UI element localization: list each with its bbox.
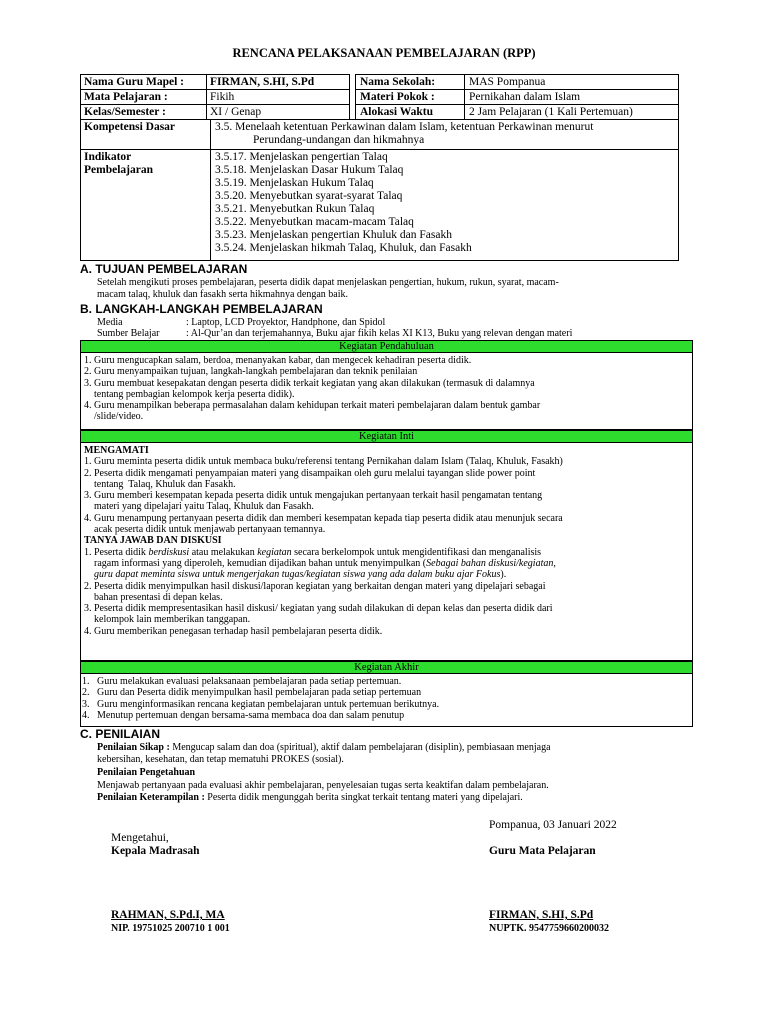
kd-label: Kompetensi Dasar [84, 121, 176, 133]
list-item [84, 569, 563, 580]
akhir-header: Kegiatan Akhir [80, 661, 693, 674]
pengetahuan-label: Penilaian Pengetahuan [97, 767, 196, 778]
sumber-value: : Al-Qur’an dan terjemahannya, Buku ajar fikih kelas XI K13, Buku yang relevan dengan materi [186, 328, 573, 339]
kepala-name: RAHMAN, S.Pd.I, MA [111, 909, 225, 921]
penilaian-sikap [97, 742, 551, 753]
section-c-heading: C. PENILAIAN [80, 727, 161, 741]
nama-guru-label: Nama Guru Mapel : [84, 76, 184, 88]
text-span: ragam informasi yang diperoleh, kemudian dijadikan bahan untuk menyimpulkan ( [84, 557, 427, 569]
list-item: 4. Guru menampung pertanyaan peserta didik dan memberi kesempatan kepada tiap peserta didik atau menunjuk secara [84, 512, 563, 524]
tujuan-line2: macam talaq, khuluk dan fasakh serta hikmahnya dengan baik. [97, 289, 349, 300]
akhir-list [82, 676, 439, 721]
kd-text-line1: 3.5. Menelaah ketentuan Perkawinan dalam Islam, ketentuan Perkawinan menurut [215, 121, 594, 133]
text-span: guru dapat meminta siswa untuk mengerjakan tugas/kegiatan siswa yang ada dalam buku ajar Fokus [84, 569, 501, 581]
list-item: 4. Menutup pertemuan dengan bersama-sama membaca doa dan salam penutup [82, 709, 405, 721]
list-item: 3. Guru membuat kesepakatan dengan peserta didik terkait kegiatan yang akan dilakukan (termasuk di dalamnya [84, 377, 535, 389]
indikator-item: 3.5.23. Menjelaskan pengertian Khuluk dan Fasakh [215, 229, 452, 241]
kd-text-line2: Perundang-undangan dan hikmahnya [253, 134, 425, 146]
list-item: 2. Guru dan Peserta didik menyimpulkan hasil pembelajaran pada setiap pertemuan [82, 687, 422, 699]
list-item: materi yang dipelajari yaitu Talaq, Khuluk dan Fasakh. [84, 501, 314, 513]
kepala-nip: NIP. 19751025 200710 1 001 [111, 923, 230, 934]
list-item: 4. Guru menampilkan beberapa permasalahan dalam kehidupan terkait materi pembelajaran dalam bentuk gambar [84, 400, 541, 412]
text-span: secara berkelompok untuk mengidentifikasi dan menganalisis [291, 546, 542, 558]
list-item: 2. Guru menyampaikan tujuan, langkah-langkah pembelajaran dan teknik penilaian [84, 366, 418, 378]
indikator-label-line2: Pembelajaran [84, 164, 153, 176]
inti-header: Kegiatan Inti [80, 430, 693, 443]
nama-guru-value: FIRMAN, S.HI, S.Pd [210, 76, 315, 88]
indikator-item: 3.5.24. Menjelaskan hikmah Talaq, Khuluk, dan Fasakh [215, 242, 472, 254]
penilaian-keterampilan [97, 792, 523, 803]
keterampilan-text: Peserta didik mengunggah berita singkat terkait tentang materi yang dipelajari. [204, 792, 523, 803]
list-item: 2. Peserta didik mengamati penyampaian materi yang disampaikan oleh guru melalui tayangan slide power point [84, 467, 536, 479]
mapel-label: Mata Pelajaran : [84, 91, 168, 103]
list-item: acak peserta didik untuk menjawab pertanyaan temannya. [84, 524, 326, 536]
list-item: 1. Guru melakukan evaluasi pelaksanaan pembelajaran pada setiap pertemuan. [82, 676, 402, 687]
indikator-list [215, 151, 472, 255]
nama-sekolah-value: MAS Pompanua [469, 76, 546, 88]
indikator-item: 3.5.21. Menyebutkan Rukun Talaq [215, 203, 375, 215]
text-span: atau melakukan [189, 546, 258, 558]
section-b-heading: B. LANGKAH-LANGKAH PEMBELAJARAN [80, 302, 323, 316]
text-span: kegiatan [257, 546, 292, 558]
indikator-item: 3.5.20. Menyebutkan syarat-syarat Talaq [215, 190, 403, 202]
alokasi-value: 2 Jam Pelajaran (1 Kali Pertemuan) [469, 106, 633, 118]
keterampilan-label: Penilaian Keterampilan : [97, 792, 205, 803]
document-title: RENCANA PELAKSANAAN PEMBELAJARAN (RPP) [232, 46, 536, 60]
kelas-value: XI / Genap [210, 106, 262, 118]
media-value: : Laptop, LCD Proyektor, Handphone, dan Spidol [186, 317, 386, 328]
pengetahuan-text: Menjawab pertanyaan pada evaluasi akhir pembelajaran, penyelesaian tugas serta keaktifan dalam pembelajaran. [97, 780, 549, 791]
text-span: 1. Peserta didik [84, 546, 149, 558]
indikator-item: 3.5.18. Menjelaskan Dasar Hukum Talaq [215, 164, 404, 176]
materi-label: Materi Pokok : [360, 91, 435, 103]
indikator-item: 3.5.19. Menjelaskan Hukum Talaq [215, 177, 374, 189]
list-item: 3. Peserta didik mempresentasikan hasil diskusi/ kegiatan yang sudah dilakukan di depan kelas dan peserta didik dari [84, 603, 553, 615]
list-item [84, 547, 563, 558]
text-span: Sebagai bahan diskusi/kegiatan, [426, 557, 556, 569]
place-date: Pompanua, 03 Januari 2022 [489, 819, 617, 831]
section-a-heading: A. TUJUAN PEMBELAJARAN [80, 262, 248, 276]
guru-mapel-title: Guru Mata Pelajaran [489, 845, 596, 857]
sikap-label: Penilaian Sikap : [97, 742, 170, 753]
text-span: ). [500, 569, 507, 581]
pendahuluan-list [84, 355, 540, 423]
guru-name: FIRMAN, S.HI, S.Pd [489, 909, 594, 921]
mengamati-heading: MENGAMATI [84, 445, 149, 456]
tujuan-line1: Setelah mengikuti proses pembelajaran, peserta didik dapat menjelaskan pengertian, hukum, rukun, syarat, macam- [97, 277, 559, 288]
indikator-label-line1: Indikator [84, 151, 132, 163]
pendahuluan-header: Kegiatan Pendahuluan [80, 340, 693, 353]
sikap-text: Mengucap salam dan doa (spiritual), aktif dalam pembelajaran (disiplin), pembiasaan menjaga [169, 742, 551, 753]
list-item [84, 558, 563, 569]
list-item: 3. Guru menginformasikan rencana kegiatan pembelajaran untuk pertemuan berikutnya. [82, 698, 440, 710]
inti-content [84, 445, 563, 637]
sumber-label: Sumber Belajar [97, 328, 160, 339]
list-item: 3. Guru memberi kesempatan kepada peserta didik untuk mengajukan pertanyaan terkait hasil pengamatan tentang [84, 490, 543, 502]
mengetahui-text: Mengetahui, [111, 832, 169, 844]
indikator-item: 3.5.17. Menjelaskan pengertian Talaq [215, 151, 388, 163]
nama-sekolah-label: Nama Sekolah: [360, 76, 436, 88]
list-item: tentang pembagian kelompok kerja peserta didik). [84, 388, 295, 400]
kepala-madrasah-title: Kepala Madrasah [111, 845, 200, 857]
list-item: kelompok lain memberikan tanggapan. [84, 614, 251, 626]
media-label: Media [97, 317, 123, 328]
sikap-text-line2: kebersihan, kesehatan, dan tetap mematuhi PROKES (sosial). [97, 754, 344, 765]
alokasi-label: Alokasi Waktu [360, 106, 433, 118]
indikator-item: 3.5.22. Menyebutkan macam-macam Talaq [215, 216, 414, 228]
list-item: 1. Guru meminta peserta didik untuk membaca buku/referensi tentang Pernikahan dalam Islam (Talaq, Khuluk, Fasakh) [84, 456, 563, 468]
text-span: berdiskusi [148, 546, 190, 558]
guru-nuptk: NUPTK. 9547759660200032 [489, 923, 609, 934]
list-item: 2. Peserta didik menyimpulkan hasil diskusi/laporan kegiatan yang berkaitan dengan materi yang dipelajari sebagai [84, 580, 546, 592]
list-item: 1. Guru mengucapkan salam, berdoa, menanyakan kabar, dan mengecek kehadiran peserta didik. [84, 355, 472, 366]
list-item: /slide/video. [84, 411, 144, 423]
list-item: bahan presentasi di depan kelas. [84, 591, 223, 603]
materi-value: Pernikahan dalam Islam [469, 91, 581, 103]
mapel-value: Fikih [210, 91, 235, 103]
list-item: 4. Guru memberikan penegasan terhadap hasil pembelajaran peserta didik. [84, 625, 383, 637]
tanya-jawab-heading: TANYA JAWAB DAN DISKUSI [84, 535, 222, 547]
list-item: tentang Talaq, Khuluk dan Fasakh. [84, 478, 236, 490]
kelas-label: Kelas/Semester : [84, 106, 166, 118]
